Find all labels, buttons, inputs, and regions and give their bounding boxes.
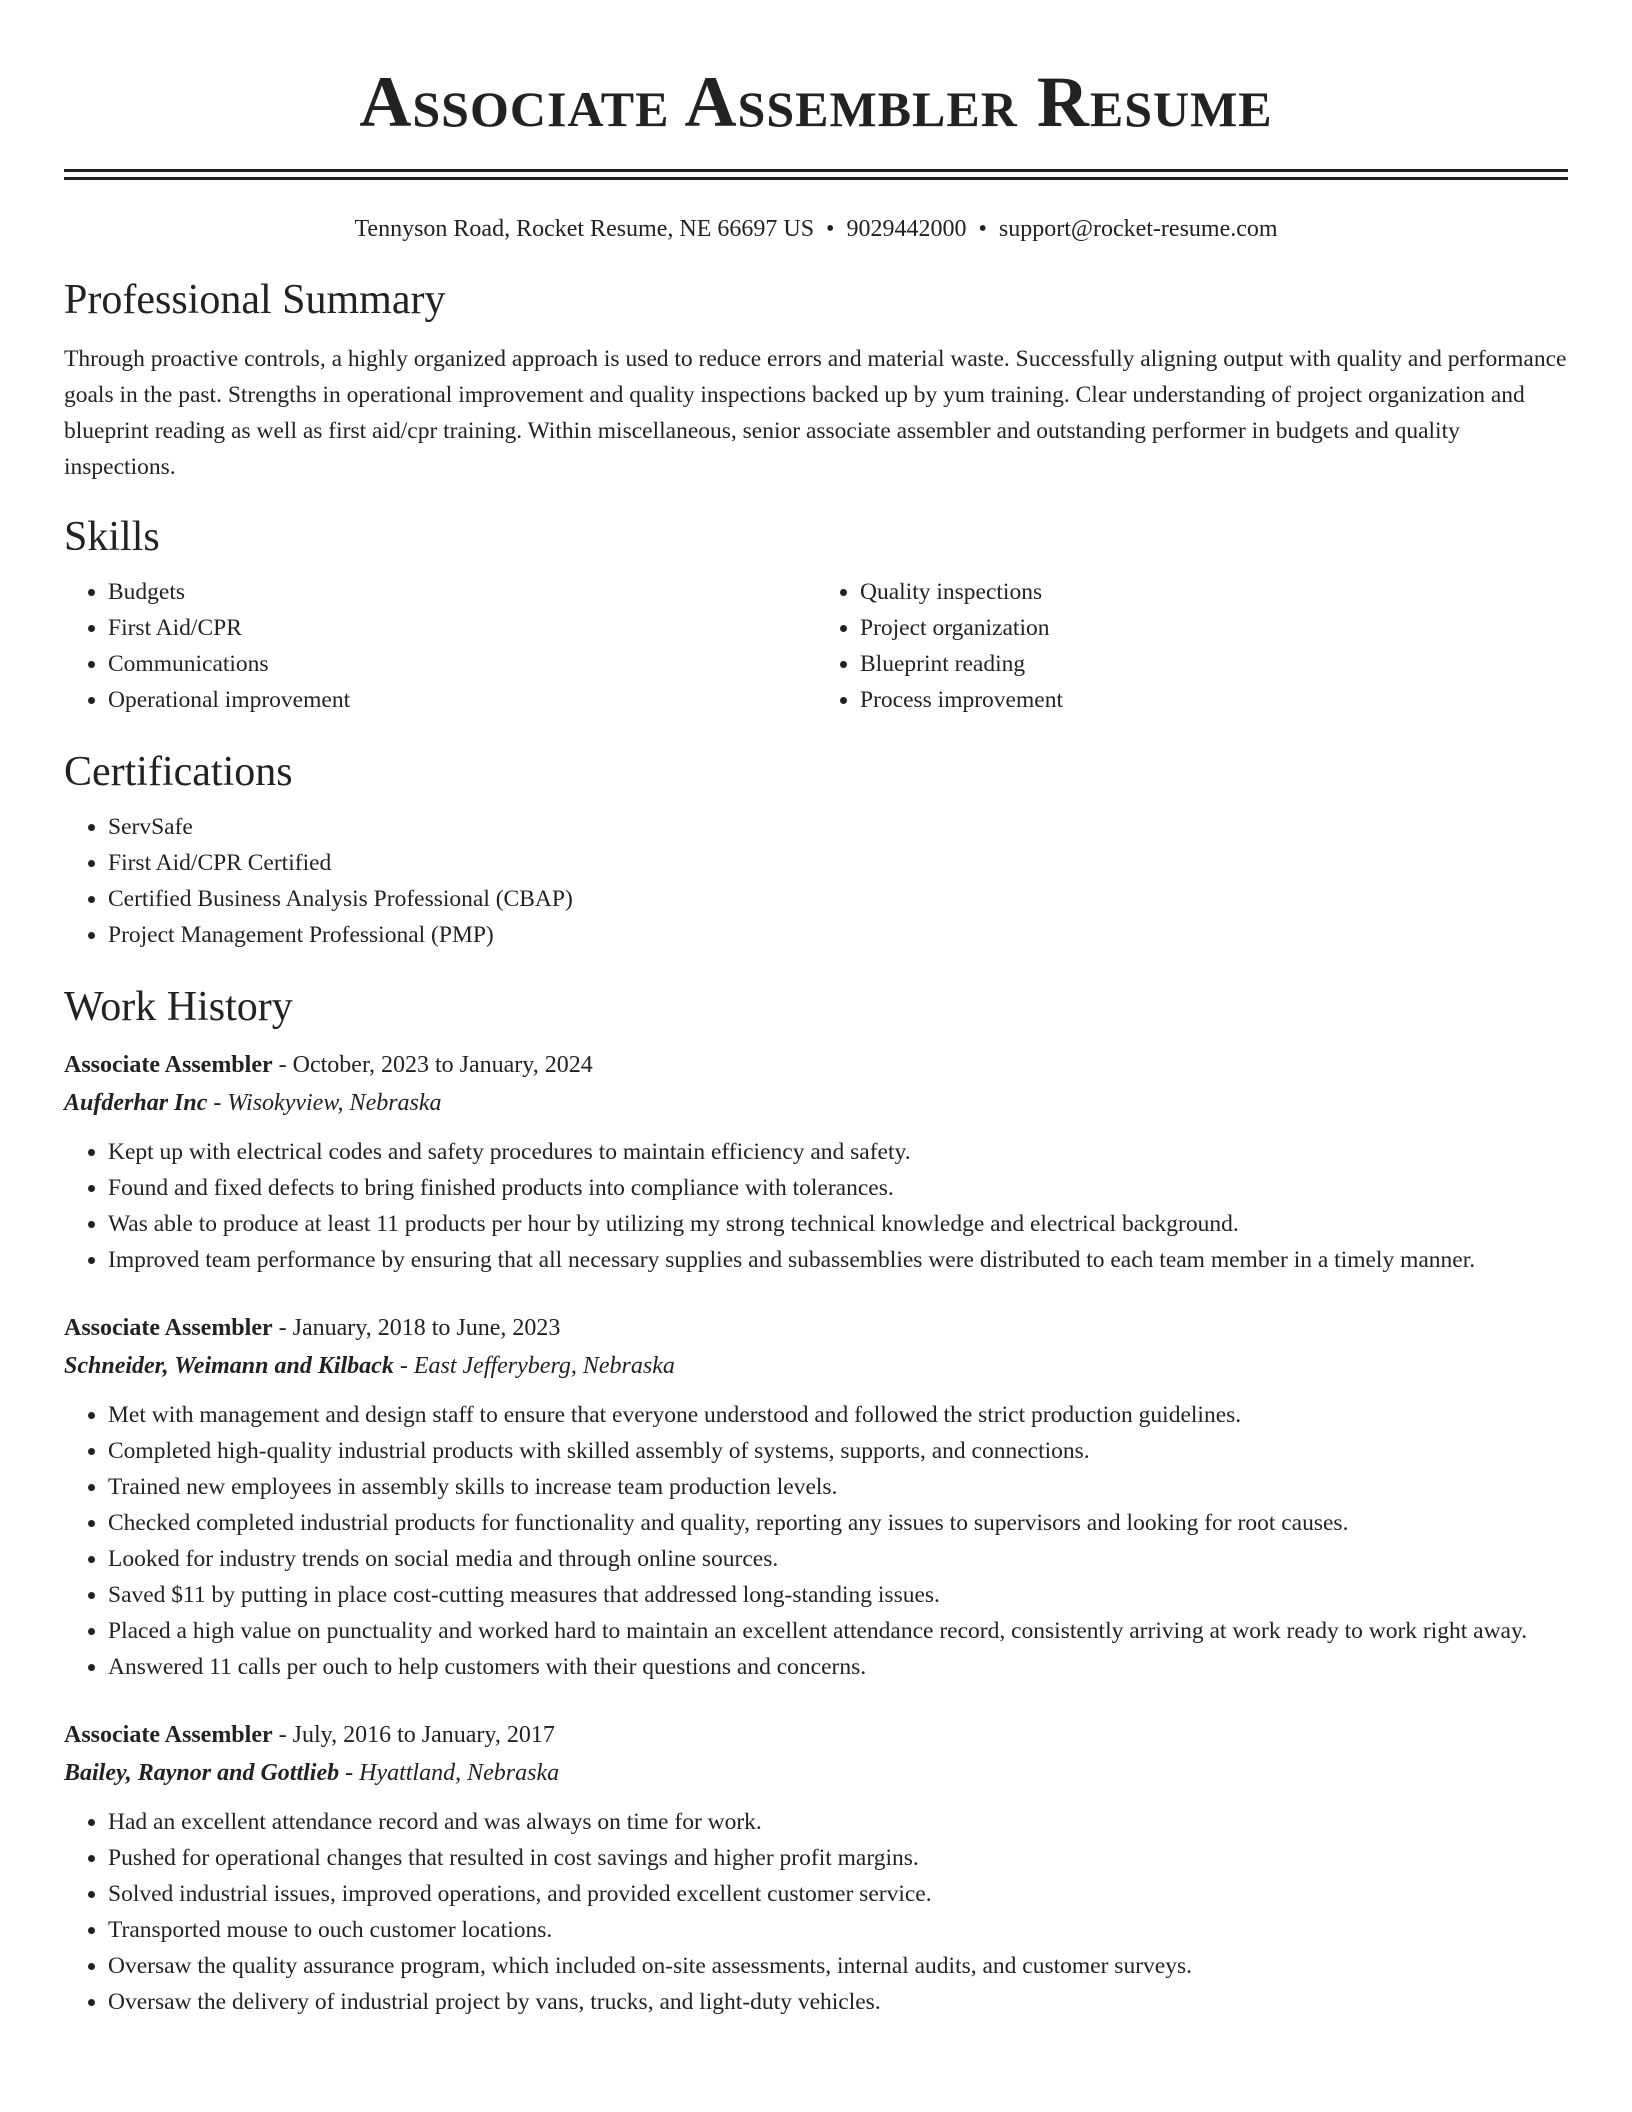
job-bullet: • Found and fixed defects to bring finished products into compliance with tolerances. [108, 1170, 1568, 1206]
job-dash: - [272, 1052, 293, 1078]
contact-line [64, 213, 1568, 245]
job-bullet: • Pushed for operational changes that resulted in cost savings and higher profit margins. [108, 1840, 1568, 1876]
job-bullet: • Placed a high value on punctuality and worked hard to maintain an excellent attendance record, consistently arriving at work ready to work right away. [108, 1613, 1568, 1649]
contact-phone: 9029442000 [846, 216, 967, 242]
work-history-heading: Work History [64, 984, 293, 1030]
job-entry [64, 1046, 1568, 1278]
job-bullet: • Had an excellent attendance record and was always on time for work. [108, 1804, 1568, 1840]
job-header [64, 1716, 1568, 1754]
job-bullet: • Kept up with electrical codes and safety procedures to maintain efficiency and safety. [108, 1134, 1568, 1170]
job-company: Schneider, Weimann and Kilback [64, 1353, 394, 1379]
job-bullets [64, 1134, 1568, 1278]
job-dash: - [272, 1722, 293, 1748]
certification-item: • ServSafe [108, 809, 1568, 845]
page-title: Associate Assembler Resume [359, 62, 1273, 142]
job-header [64, 1309, 1568, 1347]
job-company-line [64, 1347, 1568, 1385]
certification-item: • Project Management Professional (PMP) [108, 917, 1568, 953]
job-bullet: • Met with management and design staff to ensure that everyone understood and followed the strict production guidelines. [108, 1397, 1568, 1433]
skills-list-right [816, 574, 1568, 718]
contact-email: support@rocket-resume.com [998, 216, 1278, 242]
skill-item: • Communications [108, 646, 816, 682]
job-title: Associate Assembler [64, 1315, 273, 1341]
job-bullet: • Improved team performance by ensuring that all necessary supplies and subassemblies were distributed to each team member in a timely manner. [108, 1242, 1568, 1278]
job-dates: January, 2018 to June, 2023 [292, 1315, 561, 1341]
job-dash: - [207, 1090, 228, 1116]
job-bullet: • Saved $11 by putting in place cost-cutting measures that addressed long-standing issues. [108, 1577, 1568, 1613]
job-entry [64, 1309, 1568, 1685]
certification-item: • First Aid/CPR Certified [108, 845, 1568, 881]
skill-item: • Quality inspections [860, 574, 1568, 610]
job-company-line [64, 1084, 1568, 1122]
contact-address: Tennyson Road, Rocket Resume, NE 66697 US [354, 216, 815, 242]
job-title: Associate Assembler [64, 1052, 273, 1078]
skills-heading: Skills [64, 514, 160, 560]
skill-item: • Budgets [108, 574, 816, 610]
job-title: Associate Assembler [64, 1722, 273, 1748]
job-entry [64, 1716, 1568, 2020]
certification-item: • Certified Business Analysis Professional (CBAP) [108, 881, 1568, 917]
job-bullet: • Trained new employees in assembly skills to increase team production levels. [108, 1469, 1568, 1505]
contact-separator: • [978, 216, 987, 242]
skill-item: • First Aid/CPR [108, 610, 816, 646]
skill-item: • Operational improvement [108, 682, 816, 718]
job-bullet: • Checked completed industrial products for functionality and quality, reporting any issues to supervisors and looking for root causes. [108, 1505, 1568, 1541]
job-bullets [64, 1397, 1568, 1685]
job-company: Aufderhar Inc [64, 1090, 208, 1116]
certifications-heading: Certifications [64, 749, 293, 795]
job-bullets [64, 1804, 1568, 2020]
job-company-line [64, 1754, 1568, 1792]
job-location: Wisokyview, Nebraska [227, 1090, 442, 1116]
job-bullet: • Looked for industry trends on social media and through online sources. [108, 1541, 1568, 1577]
job-dates: October, 2023 to January, 2024 [292, 1052, 593, 1078]
summary-heading: Professional Summary [64, 277, 446, 323]
job-dash: - [339, 1760, 360, 1786]
skill-item: • Blueprint reading [860, 646, 1568, 682]
contact-separator: • [826, 216, 835, 242]
job-bullet: • Oversaw the quality assurance program, which included on-site assessments, internal audits, and customer surveys. [108, 1948, 1568, 1984]
job-header [64, 1046, 1568, 1084]
certifications-list [64, 809, 1568, 953]
job-company: Bailey, Raynor and Gottlieb [64, 1760, 340, 1786]
job-bullet: • Was able to produce at least 11 products per hour by utilizing my strong technical knowledge and electrical background. [108, 1206, 1568, 1242]
job-bullet: • Answered 11 calls per ouch to help customers with their questions and concerns. [108, 1649, 1568, 1685]
job-bullet: • Solved industrial issues, improved operations, and provided excellent customer service. [108, 1876, 1568, 1912]
job-bullet: • Oversaw the delivery of industrial project by vans, trucks, and light-duty vehicles. [108, 1984, 1568, 2020]
skills-columns [64, 574, 1568, 718]
job-dash: - [272, 1315, 293, 1341]
job-bullet: • Transported mouse to ouch customer locations. [108, 1912, 1568, 1948]
job-dash: - [393, 1353, 414, 1379]
job-location: Hyattland, Nebraska [359, 1760, 560, 1786]
job-location: East Jefferyberg, Nebraska [413, 1353, 675, 1379]
job-bullet: • Completed high-quality industrial products with skilled assembly of systems, supports, and connections. [108, 1433, 1568, 1469]
summary-text: Through proactive controls, a highly organized approach is used to reduce errors and material waste. Successfully aligning output with quality and performance goals in the past. Strengths in operational improvement and quality inspections backed up by yum training. Clear understanding of project organization and blueprint reading as well as first aid/cpr training. Within miscellaneous, senior associate assembler and outstanding performer in budgets and quality inspections. [64, 346, 1567, 480]
job-dates: July, 2016 to January, 2017 [292, 1722, 555, 1748]
skill-item: • Project organization [860, 610, 1568, 646]
skills-list-left [64, 574, 816, 718]
title-double-rule [64, 169, 1568, 180]
skill-item: • Process improvement [860, 682, 1568, 718]
